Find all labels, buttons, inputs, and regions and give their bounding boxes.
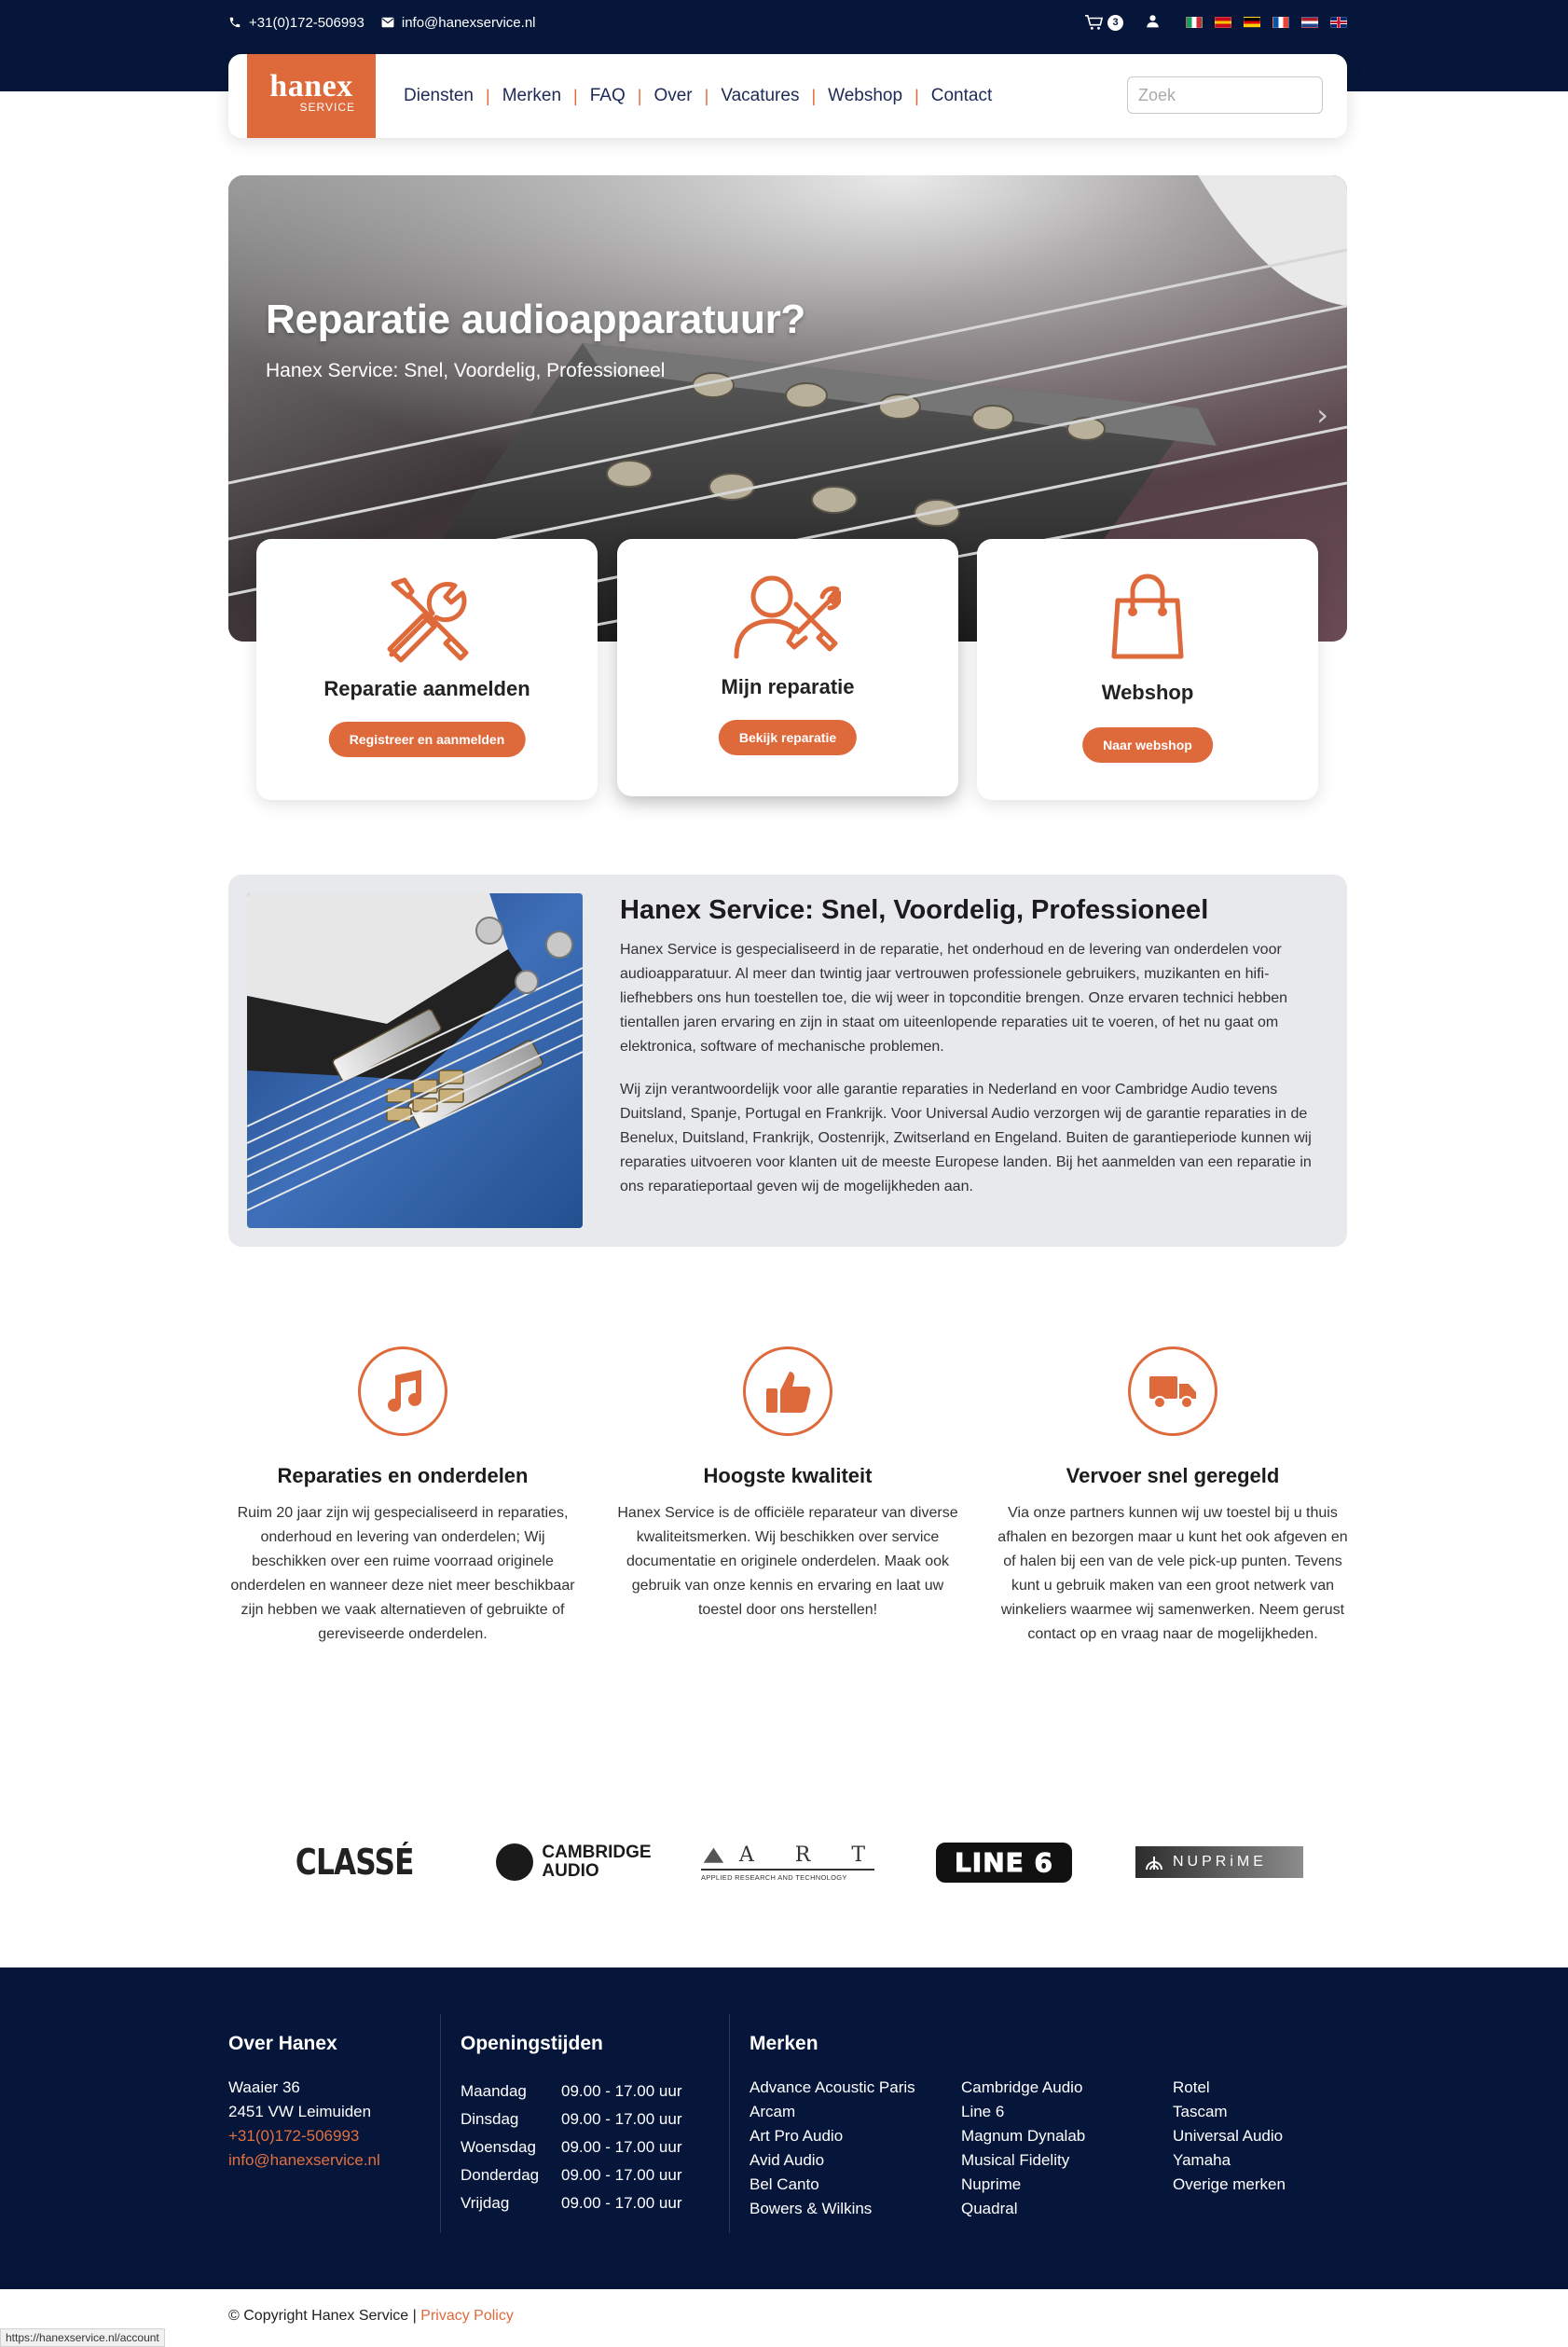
footer-hours-title: Openingstijden	[461, 2033, 603, 2054]
user-icon	[1146, 14, 1160, 28]
footer-brand-link[interactable]: Magnum Dynalab	[961, 2127, 1086, 2145]
service-card-title: Webshop	[1101, 681, 1194, 704]
opening-time: 09.00 - 17.00 uur	[561, 2138, 682, 2156]
nav-separator: |	[811, 86, 817, 105]
feature-icon-circle	[358, 1346, 447, 1436]
cambridge-word: CAMBRIDGE	[542, 1843, 652, 1862]
footer-brand-link[interactable]: Bowers & Wilkins	[750, 2200, 873, 2217]
to-webshop-button[interactable]: Naar webshop	[1082, 727, 1213, 763]
opening-hours-row	[461, 2078, 681, 2105]
uk-flag-icon[interactable]	[1330, 17, 1347, 28]
footer-brand-link[interactable]: Nuprime	[961, 2175, 1022, 2193]
classe-wordmark: CLASSÉ	[295, 1842, 414, 1883]
nav-separator: |	[486, 86, 490, 105]
hero-title: Reparatie audioapparatuur?	[266, 297, 805, 342]
footer-brand-column	[750, 2076, 915, 2221]
service-card-title: Mijn reparatie	[721, 675, 855, 698]
feature-text: Ruim 20 jaar zijn wij gespecialiseerd in reparaties, onderhoud en levering van onderdelen; Wij beschikken over een ruime voorraad originele onderdelen en wanneer deze niet meer beschikbaar zijn hebben we vaak alternatieven of gebruikte of gereviseerde onderdelen.	[230, 1505, 575, 1642]
footer-city: 2451 VW Leimuiden	[228, 2103, 372, 2120]
logo-word: hanex	[269, 69, 353, 104]
view-repair-button[interactable]: Bekijk reparatie	[719, 720, 857, 755]
copyright-text: © Copyright Hanex Service	[228, 2308, 409, 2324]
nav-item-faq[interactable]: FAQ	[589, 86, 626, 105]
main-navigation-bar	[228, 54, 1347, 138]
footer-brand-column	[961, 2076, 1085, 2221]
feature-text: Via onze partners kunnen wij uw toestel bij u thuis afhalen en bezorgen maar u kunt het ook afgeven en of halen bij een van de vele pick-up punten. Tevens kunt u gebruik maken van een groot netwerk van winkeliers waarmee wij samenwerken. Neem gerust contact op en vraag naar de mogelijkheden.	[997, 1505, 1348, 1642]
nuprime-wordmark: NUPRiME	[1173, 1854, 1267, 1870]
footer-brand-link[interactable]: Avid Audio	[750, 2151, 825, 2169]
cart-icon	[1084, 14, 1105, 31]
logo-sub: SERVICE	[299, 101, 355, 114]
footer-brand-link[interactable]: Line 6	[961, 2103, 1005, 2120]
nav-item-contact[interactable]: Contact	[930, 86, 993, 105]
nav-separator: |	[704, 86, 709, 105]
phone-icon	[228, 16, 241, 29]
about-guitar-image	[247, 893, 583, 1228]
spanish-flag-icon[interactable]	[1215, 17, 1231, 28]
footer-brand-link[interactable]: Rotel	[1173, 2078, 1210, 2096]
feature-icon-circle	[743, 1346, 832, 1436]
email-address: info@hanexservice.nl	[401, 14, 536, 31]
main-menu	[404, 54, 992, 138]
nav-separator: |	[573, 86, 578, 105]
opening-day: Donderdag	[461, 2166, 540, 2184]
opening-hours-row	[461, 2161, 681, 2189]
about-section	[228, 875, 1347, 1247]
account-button[interactable]	[1146, 14, 1160, 32]
about-paragraph-1: Hanex Service is gespecialiseerd in de reparatie, het onderhoud en de levering van onderdelen voor audioapparatuur. Al meer dan twintig jaar vertrouwen professionele gebruikers, muzikanten en hifi-liefhebbers ons hun toestellen toe, die wij weer in topconditie brengen. Onze ervaren technici hebben tientallen jaren ervaring en zijn in staat om uiteenlopende reparaties uit te voeren, of het nu gaat om elektronica, software of mechanische problemen.	[620, 942, 1288, 1055]
art-letters: A R T	[738, 1843, 874, 1867]
audio-word: AUDIO	[542, 1861, 599, 1881]
opening-hours-row	[461, 2189, 681, 2217]
nav-separator: |	[915, 86, 919, 105]
brand-logo-art[interactable]	[701, 1839, 874, 1885]
footer-brand-link[interactable]: Musical Fidelity	[961, 2151, 1070, 2169]
footer-brand-link[interactable]: Art Pro Audio	[750, 2127, 844, 2145]
footer-brand-link[interactable]: Yamaha	[1173, 2151, 1231, 2169]
footer-brand-link[interactable]: Arcam	[750, 2103, 796, 2120]
footer-brand-column	[1173, 2076, 1286, 2197]
footer-brand-link[interactable]: Bel Canto	[750, 2175, 819, 2193]
thumbs-up-icon	[763, 1368, 812, 1415]
service-card-repair-register	[256, 539, 598, 800]
hanex-logo[interactable]	[247, 54, 376, 138]
brand-logo-classe[interactable]	[280, 1839, 429, 1885]
phone-contact[interactable]	[228, 15, 364, 31]
nuprime-emblem	[1145, 1853, 1163, 1871]
top-bar	[228, 9, 1347, 35]
italian-flag-icon[interactable]	[1186, 17, 1203, 28]
nav-item-merken[interactable]: Merken	[502, 86, 562, 105]
search-input[interactable]	[1127, 76, 1323, 114]
slider-next-arrow[interactable]: ›	[1316, 397, 1328, 433]
footer-brand-link[interactable]: Advance Acoustic Paris	[750, 2078, 915, 2096]
tools-icon	[380, 573, 474, 666]
feature-title: Reparaties en onderdelen	[277, 1464, 529, 1487]
shopping-bag-icon	[1110, 573, 1185, 662]
line6-wordmark: LINE 6	[936, 1843, 1072, 1883]
email-contact[interactable]	[381, 15, 536, 31]
nav-item-webshop[interactable]: Webshop	[828, 86, 903, 105]
service-card-title: Reparatie aanmelden	[323, 677, 530, 700]
brand-logo-cambridge-audio[interactable]	[494, 1839, 653, 1885]
feature-quality	[611, 1346, 965, 1622]
footer-phone-link[interactable]: +31(0)172-506993	[228, 2127, 360, 2145]
copyright-separator: |	[412, 2308, 417, 2324]
opening-time: 09.00 - 17.00 uur	[561, 2194, 682, 2212]
opening-day: Woensdag	[461, 2138, 536, 2156]
feature-title: Vervoer snel geregeld	[1066, 1464, 1280, 1487]
footer-divider	[440, 2014, 441, 2233]
brand-logo-line6[interactable]	[909, 1839, 1099, 1885]
nav-item-over[interactable]: Over	[653, 86, 693, 105]
music-note-icon	[379, 1368, 426, 1415]
technician-icon	[733, 573, 841, 662]
language-flags	[1186, 17, 1347, 28]
hero-subtitle: Hanex Service: Snel, Voordelig, Professioneel	[266, 360, 666, 381]
dutch-flag-icon[interactable]	[1301, 17, 1318, 28]
footer	[0, 1967, 1568, 2289]
opening-hours-list	[461, 2078, 681, 2217]
cambridge-audio-wordmark	[542, 1843, 651, 1881]
feature-repairs-parts	[226, 1346, 580, 1647]
feature-icon-circle	[1128, 1346, 1217, 1436]
truck-icon	[1148, 1373, 1198, 1410]
footer-brand-link[interactable]: Universal Audio	[1173, 2127, 1284, 2145]
opening-time: 09.00 - 17.00 uur	[561, 2166, 682, 2184]
footer-divider	[729, 2014, 730, 2233]
nav-item-vacatures[interactable]: Vacatures	[721, 86, 800, 105]
footer-address	[228, 2076, 380, 2173]
feature-transport	[996, 1346, 1350, 1647]
opening-hours-row	[461, 2105, 681, 2133]
footer-brand-link[interactable]: Cambridge Audio	[961, 2078, 1083, 2096]
opening-time: 09.00 - 17.00 uur	[561, 2082, 682, 2100]
about-paragraph-2: Wij zijn verantwoordelijk voor alle garantie reparaties in Nederland en voor Cambridge Audio tevens Duitsland, Spanje, Portugal en Frankrijk. Voor Universal Audio verzorgen wij de garantie reparaties in de Benelux, Duitsland, Frankrijk, Oostenrijk, Zwitserland en Engeland. Buiten de garantieperiode kunnen wij reparaties uitvoeren voor klanten uit de meeste Europese landen. Bij het aanmelden van een reparatie in ons reparatieportaal geven wij de mogelijkheden aan.	[620, 1082, 1312, 1194]
footer-street: Waaier 36	[228, 2078, 300, 2096]
german-flag-icon[interactable]	[1244, 17, 1260, 28]
opening-time: 09.00 - 17.00 uur	[561, 2110, 682, 2128]
feature-title: Hoogste kwaliteit	[703, 1464, 873, 1487]
cart-button[interactable]	[1084, 14, 1123, 31]
opening-day: Maandag	[461, 2082, 527, 2100]
service-card-my-repair	[617, 539, 958, 796]
footer-about-title: Over Hanex	[228, 2033, 337, 2054]
copyright-bar	[228, 2308, 514, 2325]
art-triangle-emblem	[701, 1843, 726, 1867]
nav-separator: |	[637, 86, 642, 105]
phone-number: +31(0)172-506993	[249, 14, 364, 31]
opening-day: Vrijdag	[461, 2194, 510, 2212]
envelope-icon	[381, 17, 394, 28]
footer-brands-title: Merken	[750, 2033, 818, 2054]
cart-count-badge: 3	[1107, 15, 1123, 31]
cambridge-audio-emblem	[495, 1843, 534, 1882]
opening-hours-row	[461, 2133, 681, 2161]
art-tagline: APPLIED RESEARCH AND TECHNOLOGY	[701, 1873, 847, 1882]
brand-logo-nuprime[interactable]	[1135, 1839, 1303, 1885]
opening-day: Dinsdag	[461, 2110, 519, 2128]
french-flag-icon[interactable]	[1272, 17, 1289, 28]
hero-copy	[266, 297, 805, 382]
feature-text: Hanex Service is de officiële reparateur van diverse kwaliteitsmerken. Wij beschikken over service documentatie en originele onderdelen. Maak ook gebruik van onze kennis en ervaring en laat uw toestel door ons herstellen!	[617, 1505, 958, 1618]
service-card-webshop	[977, 539, 1318, 800]
footer-brand-link[interactable]: Overige merken	[1173, 2175, 1286, 2193]
about-title: Hanex Service: Snel, Voordelig, Professioneel	[620, 895, 1209, 925]
register-repair-button[interactable]: Registreer en aanmelden	[329, 722, 526, 757]
browser-status-url: https://hanexservice.nl/account	[0, 2328, 165, 2347]
nav-item-diensten[interactable]: Diensten	[404, 86, 474, 105]
footer-brand-link[interactable]: Tascam	[1173, 2103, 1228, 2120]
footer-brand-link[interactable]: Quadral	[961, 2200, 1018, 2217]
privacy-policy-link[interactable]: Privacy Policy	[420, 2308, 514, 2324]
footer-email-link[interactable]: info@hanexservice.nl	[228, 2151, 380, 2169]
